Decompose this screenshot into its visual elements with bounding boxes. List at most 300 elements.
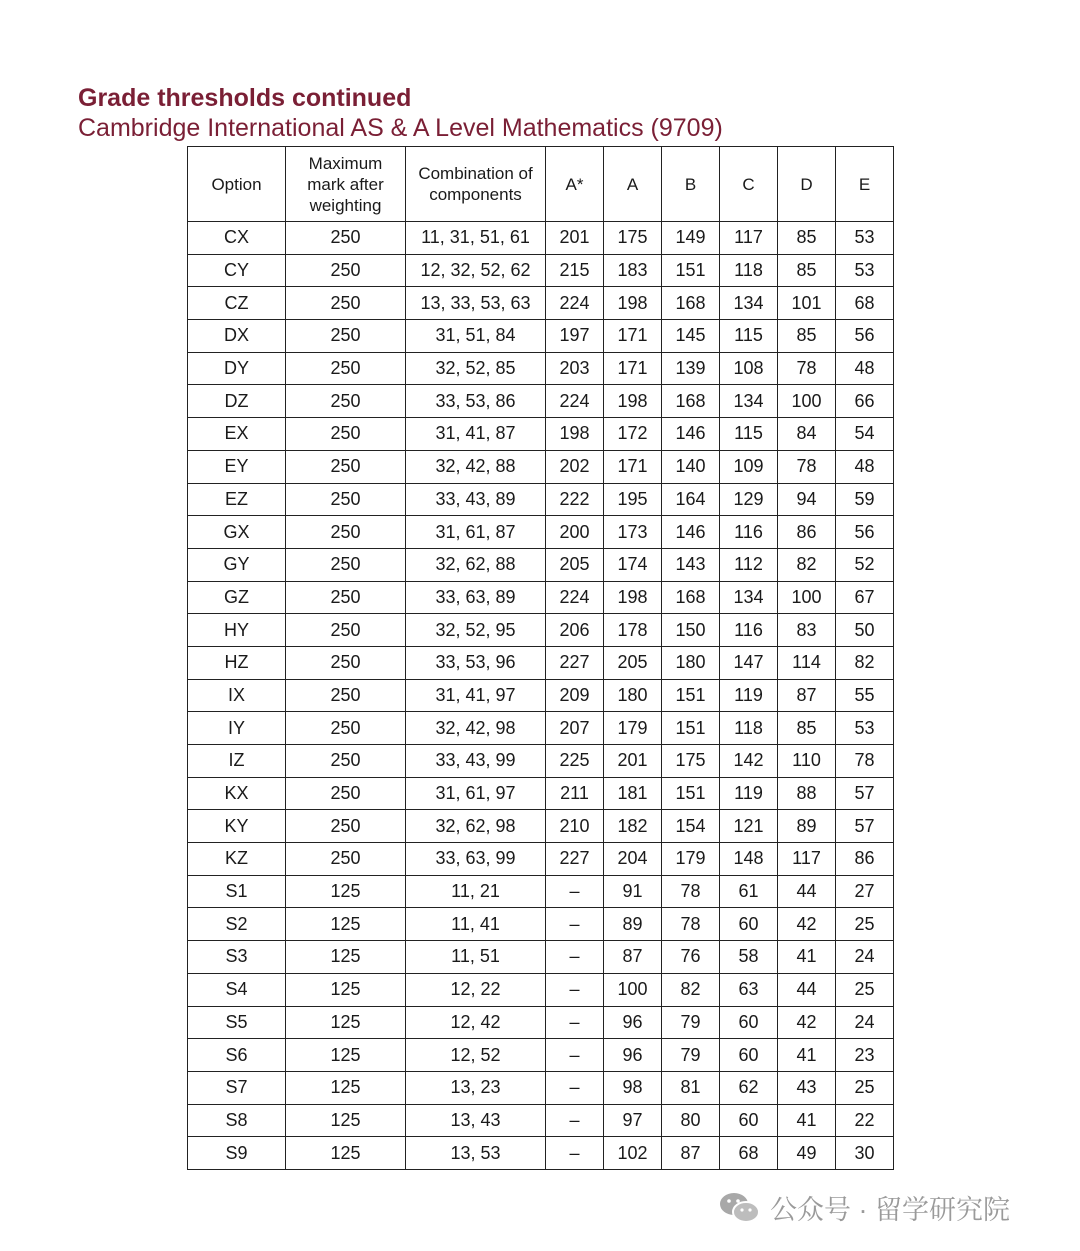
cell-max-mark: 125: [286, 1071, 406, 1104]
cell-combination: 33, 43, 99: [406, 745, 546, 778]
cell-grade-c: 119: [720, 777, 778, 810]
cell-grade-c: 115: [720, 320, 778, 353]
table-row: [188, 1039, 894, 1072]
cell-grade-c: 121: [720, 810, 778, 843]
cell-grade-e: 24: [836, 1006, 894, 1039]
cell-grade-d: 117: [778, 843, 836, 876]
cell-combination: 31, 41, 87: [406, 418, 546, 451]
wechat-icon: [718, 1190, 762, 1226]
cell-max-mark: 125: [286, 875, 406, 908]
cell-option: CX: [188, 222, 286, 255]
cell-option: KZ: [188, 843, 286, 876]
table-row: [188, 875, 894, 908]
cell-grade-a-star: –: [546, 875, 604, 908]
cell-max-mark: 250: [286, 254, 406, 287]
cell-grade-e: 24: [836, 941, 894, 974]
cell-grade-b: 180: [662, 646, 720, 679]
table-row: [188, 418, 894, 451]
header-maximum-mark: Maximum mark after weighting: [286, 147, 406, 222]
cell-grade-c: 116: [720, 516, 778, 549]
cell-max-mark: 250: [286, 320, 406, 353]
cell-option: HY: [188, 614, 286, 647]
cell-combination: 12, 32, 52, 62: [406, 254, 546, 287]
cell-grade-e: 53: [836, 222, 894, 255]
cell-option: KX: [188, 777, 286, 810]
cell-combination: 31, 51, 84: [406, 320, 546, 353]
cell-grade-e: 66: [836, 385, 894, 418]
cell-option: S5: [188, 1006, 286, 1039]
cell-grade-d: 89: [778, 810, 836, 843]
cell-grade-a: 204: [604, 843, 662, 876]
cell-grade-a: 201: [604, 745, 662, 778]
cell-grade-b: 149: [662, 222, 720, 255]
cell-grade-c: 134: [720, 581, 778, 614]
cell-grade-b: 151: [662, 679, 720, 712]
cell-grade-c: 61: [720, 875, 778, 908]
cell-grade-d: 41: [778, 1039, 836, 1072]
cell-combination: 33, 53, 96: [406, 646, 546, 679]
header-grade-e: E: [836, 147, 894, 222]
cell-grade-a-star: 211: [546, 777, 604, 810]
cell-combination: 13, 23: [406, 1071, 546, 1104]
cell-max-mark: 250: [286, 843, 406, 876]
cell-grade-a: 89: [604, 908, 662, 941]
cell-option: S4: [188, 973, 286, 1006]
cell-max-mark: 250: [286, 614, 406, 647]
cell-grade-c: 60: [720, 1104, 778, 1137]
cell-grade-c: 119: [720, 679, 778, 712]
header-grade-a-star: A*: [546, 147, 604, 222]
cell-grade-b: 146: [662, 516, 720, 549]
cell-grade-c: 118: [720, 712, 778, 745]
page-subheading: Cambridge International AS & A Level Mathematics (9709): [78, 114, 723, 142]
cell-combination: 11, 21: [406, 875, 546, 908]
cell-max-mark: 125: [286, 908, 406, 941]
cell-grade-c: 134: [720, 385, 778, 418]
cell-combination: 11, 51: [406, 941, 546, 974]
cell-grade-e: 78: [836, 745, 894, 778]
cell-option: CZ: [188, 287, 286, 320]
table-row: [188, 1137, 894, 1170]
cell-grade-c: 142: [720, 745, 778, 778]
cell-option: S6: [188, 1039, 286, 1072]
cell-grade-a: 173: [604, 516, 662, 549]
cell-grade-a-star: 227: [546, 843, 604, 876]
cell-grade-c: 60: [720, 908, 778, 941]
cell-grade-e: 82: [836, 646, 894, 679]
cell-grade-c: 58: [720, 941, 778, 974]
table-row: [188, 843, 894, 876]
cell-grade-b: 150: [662, 614, 720, 647]
cell-grade-e: 54: [836, 418, 894, 451]
table-row: [188, 254, 894, 287]
cell-grade-a: 198: [604, 385, 662, 418]
table-row: [188, 810, 894, 843]
cell-grade-d: 78: [778, 450, 836, 483]
cell-grade-a: 178: [604, 614, 662, 647]
table-row: [188, 287, 894, 320]
cell-grade-e: 27: [836, 875, 894, 908]
cell-grade-a: 175: [604, 222, 662, 255]
header-combination: Combination of components: [406, 147, 546, 222]
cell-grade-e: 53: [836, 254, 894, 287]
cell-grade-a: 96: [604, 1006, 662, 1039]
cell-max-mark: 250: [286, 548, 406, 581]
cell-grade-e: 86: [836, 843, 894, 876]
cell-combination: 32, 42, 98: [406, 712, 546, 745]
cell-grade-c: 116: [720, 614, 778, 647]
table-row: [188, 973, 894, 1006]
cell-grade-a: 102: [604, 1137, 662, 1170]
cell-grade-d: 83: [778, 614, 836, 647]
cell-grade-a: 198: [604, 287, 662, 320]
cell-grade-a-star: 207: [546, 712, 604, 745]
table-row: [188, 745, 894, 778]
table-row: [188, 516, 894, 549]
cell-combination: 12, 42: [406, 1006, 546, 1039]
cell-combination: 13, 43: [406, 1104, 546, 1137]
cell-grade-c: 60: [720, 1006, 778, 1039]
cell-grade-d: 84: [778, 418, 836, 451]
cell-grade-b: 151: [662, 777, 720, 810]
cell-grade-b: 87: [662, 1137, 720, 1170]
cell-grade-e: 25: [836, 973, 894, 1006]
cell-grade-e: 57: [836, 777, 894, 810]
cell-grade-a: 98: [604, 1071, 662, 1104]
cell-max-mark: 125: [286, 941, 406, 974]
cell-grade-e: 53: [836, 712, 894, 745]
cell-grade-b: 143: [662, 548, 720, 581]
cell-grade-a-star: 227: [546, 646, 604, 679]
cell-option: GX: [188, 516, 286, 549]
cell-grade-a: 198: [604, 581, 662, 614]
cell-grade-a-star: 198: [546, 418, 604, 451]
table-row: [188, 548, 894, 581]
cell-option: DY: [188, 352, 286, 385]
table-body: [188, 222, 894, 1170]
cell-grade-e: 55: [836, 679, 894, 712]
cell-grade-a: 100: [604, 973, 662, 1006]
table-row: [188, 483, 894, 516]
table-row: [188, 646, 894, 679]
cell-combination: 32, 52, 95: [406, 614, 546, 647]
page-heading: Grade thresholds continued: [78, 84, 412, 112]
cell-grade-a-star: –: [546, 1137, 604, 1170]
cell-max-mark: 250: [286, 646, 406, 679]
cell-grade-a: 181: [604, 777, 662, 810]
cell-grade-e: 52: [836, 548, 894, 581]
cell-grade-a: 171: [604, 320, 662, 353]
cell-max-mark: 250: [286, 679, 406, 712]
cell-combination: 32, 62, 98: [406, 810, 546, 843]
cell-option: S9: [188, 1137, 286, 1170]
table-row: [188, 941, 894, 974]
cell-grade-b: 82: [662, 973, 720, 1006]
cell-grade-c: 108: [720, 352, 778, 385]
cell-grade-c: 60: [720, 1039, 778, 1072]
cell-option: IZ: [188, 745, 286, 778]
cell-grade-d: 49: [778, 1137, 836, 1170]
cell-max-mark: 250: [286, 385, 406, 418]
cell-combination: 12, 52: [406, 1039, 546, 1072]
cell-grade-b: 79: [662, 1006, 720, 1039]
cell-combination: 33, 53, 86: [406, 385, 546, 418]
cell-combination: 12, 22: [406, 973, 546, 1006]
cell-max-mark: 250: [286, 777, 406, 810]
cell-grade-a: 97: [604, 1104, 662, 1137]
cell-grade-e: 56: [836, 516, 894, 549]
cell-grade-a: 179: [604, 712, 662, 745]
table-row: [188, 1071, 894, 1104]
cell-grade-d: 88: [778, 777, 836, 810]
cell-grade-e: 23: [836, 1039, 894, 1072]
header-grade-b: B: [662, 147, 720, 222]
cell-combination: 11, 41: [406, 908, 546, 941]
cell-grade-e: 25: [836, 908, 894, 941]
cell-grade-a: 87: [604, 941, 662, 974]
cell-grade-b: 154: [662, 810, 720, 843]
cell-grade-a: 172: [604, 418, 662, 451]
table-header-row: [188, 147, 894, 222]
cell-grade-c: 115: [720, 418, 778, 451]
cell-option: S2: [188, 908, 286, 941]
cell-max-mark: 250: [286, 352, 406, 385]
cell-max-mark: 250: [286, 745, 406, 778]
cell-combination: 11, 31, 51, 61: [406, 222, 546, 255]
cell-grade-a: 182: [604, 810, 662, 843]
cell-grade-b: 146: [662, 418, 720, 451]
cell-grade-b: 81: [662, 1071, 720, 1104]
cell-grade-b: 140: [662, 450, 720, 483]
cell-combination: 33, 63, 89: [406, 581, 546, 614]
cell-grade-a-star: 224: [546, 581, 604, 614]
cell-grade-a: 195: [604, 483, 662, 516]
cell-option: IY: [188, 712, 286, 745]
cell-grade-b: 164: [662, 483, 720, 516]
cell-grade-e: 50: [836, 614, 894, 647]
cell-combination: 31, 41, 97: [406, 679, 546, 712]
cell-grade-a: 180: [604, 679, 662, 712]
cell-grade-a-star: 197: [546, 320, 604, 353]
cell-combination: 32, 52, 85: [406, 352, 546, 385]
cell-max-mark: 250: [286, 287, 406, 320]
cell-grade-b: 179: [662, 843, 720, 876]
table-row: [188, 320, 894, 353]
cell-grade-b: 139: [662, 352, 720, 385]
cell-option: IX: [188, 679, 286, 712]
cell-max-mark: 125: [286, 1039, 406, 1072]
cell-grade-a-star: 222: [546, 483, 604, 516]
cell-grade-d: 85: [778, 254, 836, 287]
header-grade-c: C: [720, 147, 778, 222]
cell-option: DZ: [188, 385, 286, 418]
cell-grade-e: 68: [836, 287, 894, 320]
table-row: [188, 1006, 894, 1039]
cell-grade-d: 85: [778, 222, 836, 255]
cell-grade-a-star: 224: [546, 385, 604, 418]
table-row: [188, 908, 894, 941]
cell-max-mark: 250: [286, 810, 406, 843]
header-grade-d: D: [778, 147, 836, 222]
cell-grade-a: 205: [604, 646, 662, 679]
cell-grade-d: 82: [778, 548, 836, 581]
cell-option: CY: [188, 254, 286, 287]
cell-option: S1: [188, 875, 286, 908]
cell-grade-a: 96: [604, 1039, 662, 1072]
cell-grade-d: 42: [778, 908, 836, 941]
cell-grade-a-star: 215: [546, 254, 604, 287]
cell-combination: 32, 62, 88: [406, 548, 546, 581]
cell-max-mark: 125: [286, 973, 406, 1006]
cell-grade-b: 79: [662, 1039, 720, 1072]
cell-grade-e: 57: [836, 810, 894, 843]
cell-grade-b: 78: [662, 908, 720, 941]
header-grade-a: A: [604, 147, 662, 222]
cell-option: S7: [188, 1071, 286, 1104]
cell-grade-d: 110: [778, 745, 836, 778]
cell-grade-a: 91: [604, 875, 662, 908]
table-row: [188, 614, 894, 647]
cell-combination: 33, 63, 99: [406, 843, 546, 876]
cell-max-mark: 250: [286, 450, 406, 483]
cell-combination: 33, 43, 89: [406, 483, 546, 516]
cell-grade-a-star: 205: [546, 548, 604, 581]
cell-grade-a-star: 202: [546, 450, 604, 483]
cell-grade-b: 175: [662, 745, 720, 778]
cell-grade-d: 78: [778, 352, 836, 385]
cell-grade-a-star: –: [546, 1039, 604, 1072]
cell-grade-b: 151: [662, 254, 720, 287]
cell-grade-a: 171: [604, 450, 662, 483]
table-row: [188, 712, 894, 745]
cell-grade-d: 41: [778, 941, 836, 974]
cell-grade-a-star: 200: [546, 516, 604, 549]
cell-grade-d: 100: [778, 385, 836, 418]
cell-grade-a: 171: [604, 352, 662, 385]
cell-grade-d: 41: [778, 1104, 836, 1137]
table-row: [188, 777, 894, 810]
cell-grade-c: 129: [720, 483, 778, 516]
grade-thresholds-table: [187, 146, 894, 1170]
cell-grade-b: 168: [662, 287, 720, 320]
cell-grade-a-star: –: [546, 1104, 604, 1137]
cell-grade-a-star: –: [546, 973, 604, 1006]
cell-grade-a-star: –: [546, 1006, 604, 1039]
cell-grade-a: 183: [604, 254, 662, 287]
cell-grade-d: 101: [778, 287, 836, 320]
cell-grade-d: 114: [778, 646, 836, 679]
header-option: Option: [188, 147, 286, 222]
cell-option: S3: [188, 941, 286, 974]
cell-option: GZ: [188, 581, 286, 614]
cell-grade-d: 85: [778, 712, 836, 745]
cell-grade-a-star: 209: [546, 679, 604, 712]
watermark: [718, 1188, 1010, 1227]
cell-grade-b: 78: [662, 875, 720, 908]
table-row: [188, 1104, 894, 1137]
cell-grade-b: 76: [662, 941, 720, 974]
cell-grade-a-star: 203: [546, 352, 604, 385]
cell-grade-a-star: –: [546, 908, 604, 941]
table-row: [188, 450, 894, 483]
cell-grade-d: 87: [778, 679, 836, 712]
cell-grade-d: 44: [778, 875, 836, 908]
cell-grade-c: 63: [720, 973, 778, 1006]
cell-grade-a-star: 210: [546, 810, 604, 843]
table-row: [188, 581, 894, 614]
cell-max-mark: 125: [286, 1137, 406, 1170]
cell-option: HZ: [188, 646, 286, 679]
table-row: [188, 222, 894, 255]
cell-grade-e: 25: [836, 1071, 894, 1104]
cell-grade-e: 67: [836, 581, 894, 614]
cell-grade-d: 86: [778, 516, 836, 549]
cell-grade-d: 43: [778, 1071, 836, 1104]
cell-max-mark: 250: [286, 581, 406, 614]
cell-option: DX: [188, 320, 286, 353]
cell-max-mark: 125: [286, 1006, 406, 1039]
cell-option: KY: [188, 810, 286, 843]
cell-option: GY: [188, 548, 286, 581]
cell-grade-c: 62: [720, 1071, 778, 1104]
cell-grade-c: 118: [720, 254, 778, 287]
cell-max-mark: 125: [286, 1104, 406, 1137]
cell-grade-e: 22: [836, 1104, 894, 1137]
table-row: [188, 352, 894, 385]
cell-grade-a-star: –: [546, 1071, 604, 1104]
cell-combination: 31, 61, 97: [406, 777, 546, 810]
cell-max-mark: 250: [286, 516, 406, 549]
cell-option: EZ: [188, 483, 286, 516]
cell-grade-a-star: 201: [546, 222, 604, 255]
cell-grade-d: 85: [778, 320, 836, 353]
cell-grade-d: 100: [778, 581, 836, 614]
cell-option: S8: [188, 1104, 286, 1137]
table-row: [188, 679, 894, 712]
cell-max-mark: 250: [286, 712, 406, 745]
cell-grade-a-star: 206: [546, 614, 604, 647]
cell-combination: 13, 53: [406, 1137, 546, 1170]
cell-grade-a-star: –: [546, 941, 604, 974]
cell-grade-e: 56: [836, 320, 894, 353]
cell-grade-e: 30: [836, 1137, 894, 1170]
cell-grade-c: 68: [720, 1137, 778, 1170]
cell-max-mark: 250: [286, 483, 406, 516]
cell-combination: 31, 61, 87: [406, 516, 546, 549]
cell-grade-b: 80: [662, 1104, 720, 1137]
cell-grade-c: 134: [720, 287, 778, 320]
cell-grade-d: 42: [778, 1006, 836, 1039]
cell-grade-a-star: 225: [546, 745, 604, 778]
cell-max-mark: 250: [286, 418, 406, 451]
cell-grade-b: 168: [662, 385, 720, 418]
cell-grade-a-star: 224: [546, 287, 604, 320]
cell-grade-d: 94: [778, 483, 836, 516]
cell-combination: 32, 42, 88: [406, 450, 546, 483]
cell-option: EX: [188, 418, 286, 451]
cell-grade-b: 168: [662, 581, 720, 614]
cell-grade-c: 148: [720, 843, 778, 876]
cell-grade-c: 109: [720, 450, 778, 483]
cell-grade-b: 151: [662, 712, 720, 745]
cell-grade-a: 174: [604, 548, 662, 581]
cell-option: EY: [188, 450, 286, 483]
cell-grade-c: 117: [720, 222, 778, 255]
cell-grade-e: 59: [836, 483, 894, 516]
cell-grade-c: 147: [720, 646, 778, 679]
cell-grade-c: 112: [720, 548, 778, 581]
watermark-text: 公众号 · 留学研究院: [770, 1195, 1010, 1225]
